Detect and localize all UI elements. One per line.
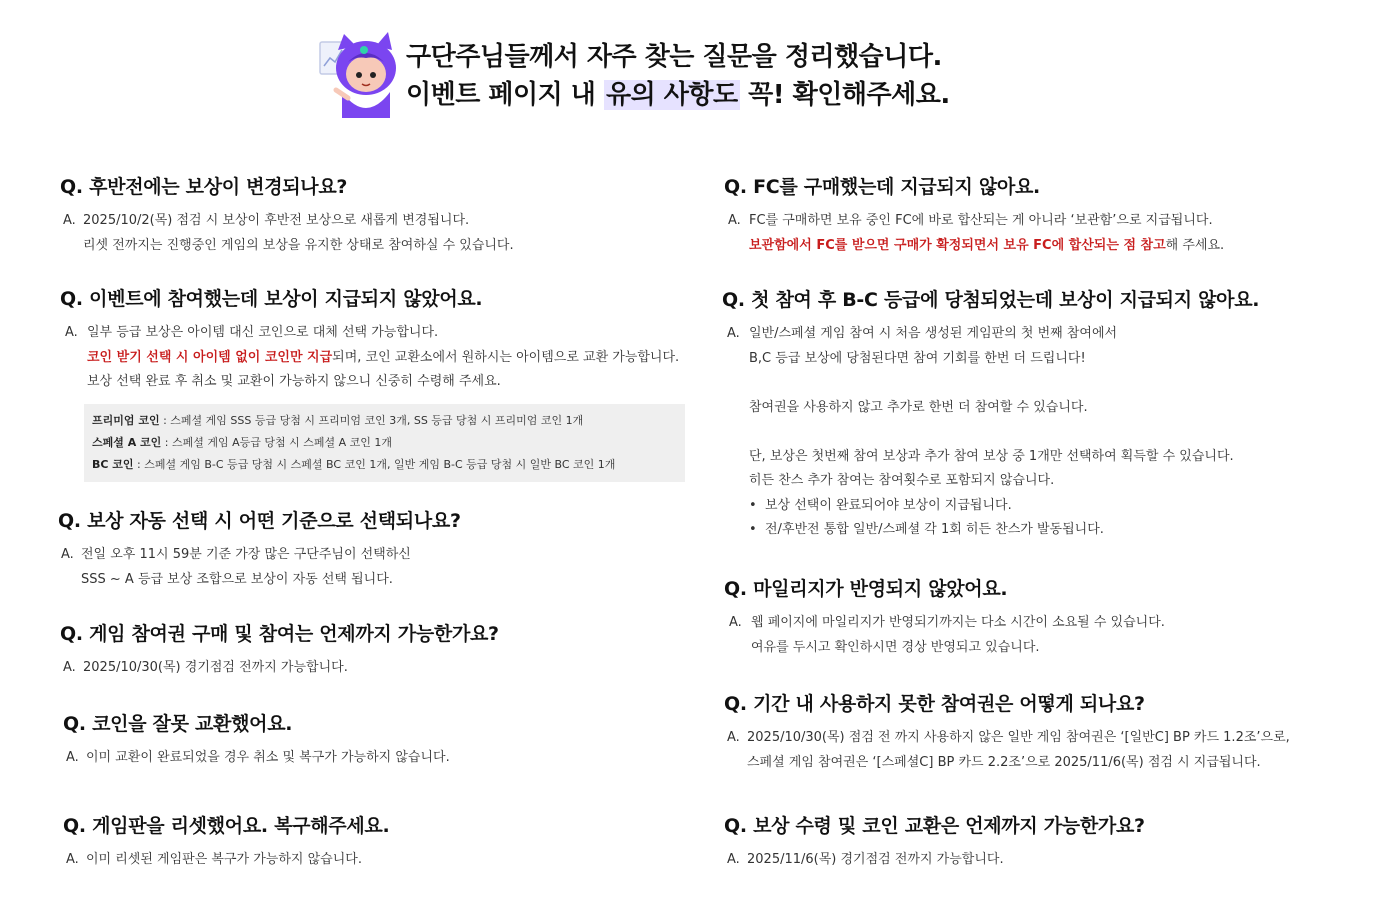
answer-mark: A.: [729, 615, 742, 630]
answer-mark: A.: [727, 326, 740, 341]
answer-mark: A.: [65, 325, 78, 340]
answer-line: 일부 등급 보상은 아이템 대신 코인으로 대체 선택 가능합니다.: [87, 325, 439, 340]
faq-item-unused-tickets: [724, 689, 1290, 775]
question: Q. FC를 구매했는데 지급되지 않아요.: [724, 176, 1040, 198]
emphasis-text: 보관함에서 FC를 받으면 구매가 확정되면서 보유 FC에 합산되는 점 참고: [749, 237, 1166, 253]
answer: [63, 746, 450, 771]
faq-item-reward-deadline: [724, 811, 1145, 873]
answer: [724, 726, 1290, 775]
coin-info-row: [92, 432, 685, 454]
bullet-item: • 전/후반전 통합 일반/스페셜 각 1회 히든 찬스가 발동됩니다.: [749, 518, 1259, 543]
question: Q. 보상 수령 및 코인 교환은 언제까지 가능한가요?: [724, 815, 1145, 837]
answer-line: 스페셜 게임 참여권은 ‘[스페셜C] BP 카드 2.2조’으로 2025/11/6(목) 점검 시 지급됩니다.: [747, 754, 1261, 770]
answer-line: FC를 구매하면 보유 중인 FC에 바로 합산되는 게 아니라 ‘보관함’으로 지급됩니다.: [749, 213, 1213, 228]
answer-mark: A.: [727, 730, 740, 745]
answer-mark: A.: [66, 852, 79, 867]
faq-item-ticket-deadline: [60, 619, 499, 681]
question: Q. 코인을 잘못 교환했어요.: [63, 713, 293, 735]
header-title-line-1: 구단주님들께서 자주 찾는 질문을 정리했습니다.: [406, 42, 942, 72]
answer-line: 2025/10/30(목) 경기점검 전까지 가능합니다.: [83, 660, 348, 675]
coin-desc: : 스페셜 게임 A등급 당첨 시 스페셜 A 코인 1개: [161, 435, 393, 449]
answer-line: 여유를 두시고 확인하시면 경상 반영되고 있습니다.: [751, 639, 1040, 655]
header-title-line-2-start: 이벤트 페이지 내: [406, 80, 604, 110]
answer-text: 되며, 코인 교환소에서 원하시는 아이템으로 교환 가능합니다.: [332, 349, 680, 365]
question: Q. 기간 내 사용하지 못한 참여권은 어떻게 되나요?: [724, 693, 1145, 715]
answer: [60, 209, 514, 258]
answer: [724, 209, 1224, 258]
question: Q. 게임 참여권 구매 및 참여는 언제까지 가능한가요?: [60, 623, 499, 645]
faq-item-mileage: [724, 574, 1165, 660]
answer-mark: A.: [727, 852, 740, 867]
answer-line: 2025/11/6(목) 경기점검 전까지 가능합니다.: [747, 852, 1004, 867]
answer-line: 2025/10/2(목) 점검 시 보상이 후반전 보상으로 새롭게 변경됩니다.: [83, 213, 470, 228]
header-highlight: 유의 사항도: [605, 80, 738, 110]
answer-line: 2025/10/30(목) 점검 전 까지 사용하지 않은 일반 게임 참여권은 ‘[일반C] BP 카드 1.2조’으로,: [747, 730, 1290, 745]
answer-line: 이미 리셋된 게임판은 복구가 가능하지 않습니다.: [86, 852, 362, 867]
answer-text: 해 주세요.: [1165, 237, 1225, 253]
answer-line: 전일 오후 11시 59분 기준 가장 많은 구단주님이 선택하신: [81, 547, 411, 562]
question: Q. 이벤트에 참여했는데 보상이 지급되지 않았어요.: [60, 288, 483, 310]
answer-line: [87, 346, 685, 371]
answer-line: 히든 찬스 추가 참여는 참여횟수로 포함되지 않습니다.: [749, 473, 1055, 488]
question: Q. 후반전에는 보상이 변경되나요?: [60, 176, 348, 198]
coin-label: 프리미엄 코인: [92, 413, 160, 427]
answer: [722, 322, 1259, 543]
header-title: [406, 38, 950, 114]
question: Q. 첫 참여 후 B-C 등급에 당첨되었는데 보상이 지급되지 않아요.: [722, 289, 1260, 311]
answer: [724, 848, 1145, 873]
answer-line: 이미 교환이 완료되었을 경우 취소 및 복구가 가능하지 않습니다.: [86, 750, 450, 765]
answer-line: 일반/스페셜 게임 참여 시 처음 생성된 게임판의 첫 번째 참여에서: [749, 326, 1118, 341]
answer-mark: A.: [66, 750, 79, 765]
question: Q. 게임판을 리셋했어요. 복구해주세요.: [63, 815, 390, 837]
coin-info-row: [92, 410, 685, 432]
coin-desc: : 스페셜 게임 B-C 등급 당첨 시 스페셜 BC 코인 1개, 일반 게임 B-C 등급 당첨 시 일반 BC 코인 1개: [133, 457, 616, 471]
answer-line: [749, 234, 1224, 259]
answer-mark: A.: [63, 660, 76, 675]
coin-info-box: [84, 404, 685, 482]
answer: [60, 656, 499, 681]
faq-item-auto-select: [58, 506, 461, 592]
answer-mark: A.: [61, 547, 74, 562]
bullet-item: • 보상 선택이 완료되어야 보상이 지급됩니다.: [749, 494, 1259, 519]
header-title-line-2-end: 꼭! 확인해주세요.: [739, 80, 950, 110]
mascot-icon: [318, 28, 408, 118]
answer: [63, 848, 389, 873]
answer-line: SSS ~ A 등급 보상 조합으로 보상이 자동 선택 됩니다.: [81, 571, 393, 587]
faq-item-bc-reward: [722, 285, 1259, 543]
answer-line: 참여권을 사용하지 않고 추가로 한번 더 참여할 수 있습니다.: [749, 399, 1088, 415]
answer: [60, 321, 685, 482]
question: Q. 마일리지가 반영되지 않았어요.: [724, 578, 1008, 600]
answer: [58, 543, 461, 592]
answer-line: 리셋 전까지는 진행중인 게임의 보상을 유지한 상태로 참여하실 수 있습니다.: [83, 237, 514, 253]
header-title-line-2: [406, 76, 950, 114]
faq-item-reward-change: [60, 172, 514, 258]
coin-info-row: [92, 454, 685, 476]
faq-item-fc-not-paid: [724, 172, 1224, 258]
coin-label: BC 코인: [92, 457, 134, 471]
question: Q. 보상 자동 선택 시 어떤 기준으로 선택되나요?: [58, 510, 461, 532]
answer-line: 보상 선택 완료 후 취소 및 교환이 가능하지 않으니 신중히 수령해 주세요.: [87, 374, 501, 389]
answer-line: 웹 페이지에 마일리지가 반영되기까지는 다소 시간이 소요될 수 있습니다.: [751, 615, 1165, 630]
faq-item-reward-not-paid: [60, 284, 685, 482]
coin-desc: : 스페셜 게임 SSS 등급 당첨 시 프리미엄 코인 3개, SS 등급 당첨 시 프리미엄 코인 1개: [159, 413, 584, 427]
coin-label: 스페셜 A 코인: [92, 435, 162, 449]
answer-line: 단, 보상은 첫번째 참여 보상과 추가 참여 보상 중 1개만 선택하여 획득할 수 있습니다.: [749, 448, 1234, 464]
emphasis-text: 코인 받기 선택 시 아이템 없이 코인만 지급: [87, 349, 333, 365]
faq-header: [318, 28, 1018, 118]
answer: [724, 611, 1165, 660]
answer-mark: A.: [63, 213, 76, 228]
answer-mark: A.: [728, 213, 741, 228]
faq-item-board-reset: [63, 811, 389, 873]
faq-item-wrong-exchange: [63, 709, 450, 771]
answer-line: B,C 등급 보상에 당첨된다면 참여 기회를 한번 더 드립니다!: [749, 350, 1086, 366]
